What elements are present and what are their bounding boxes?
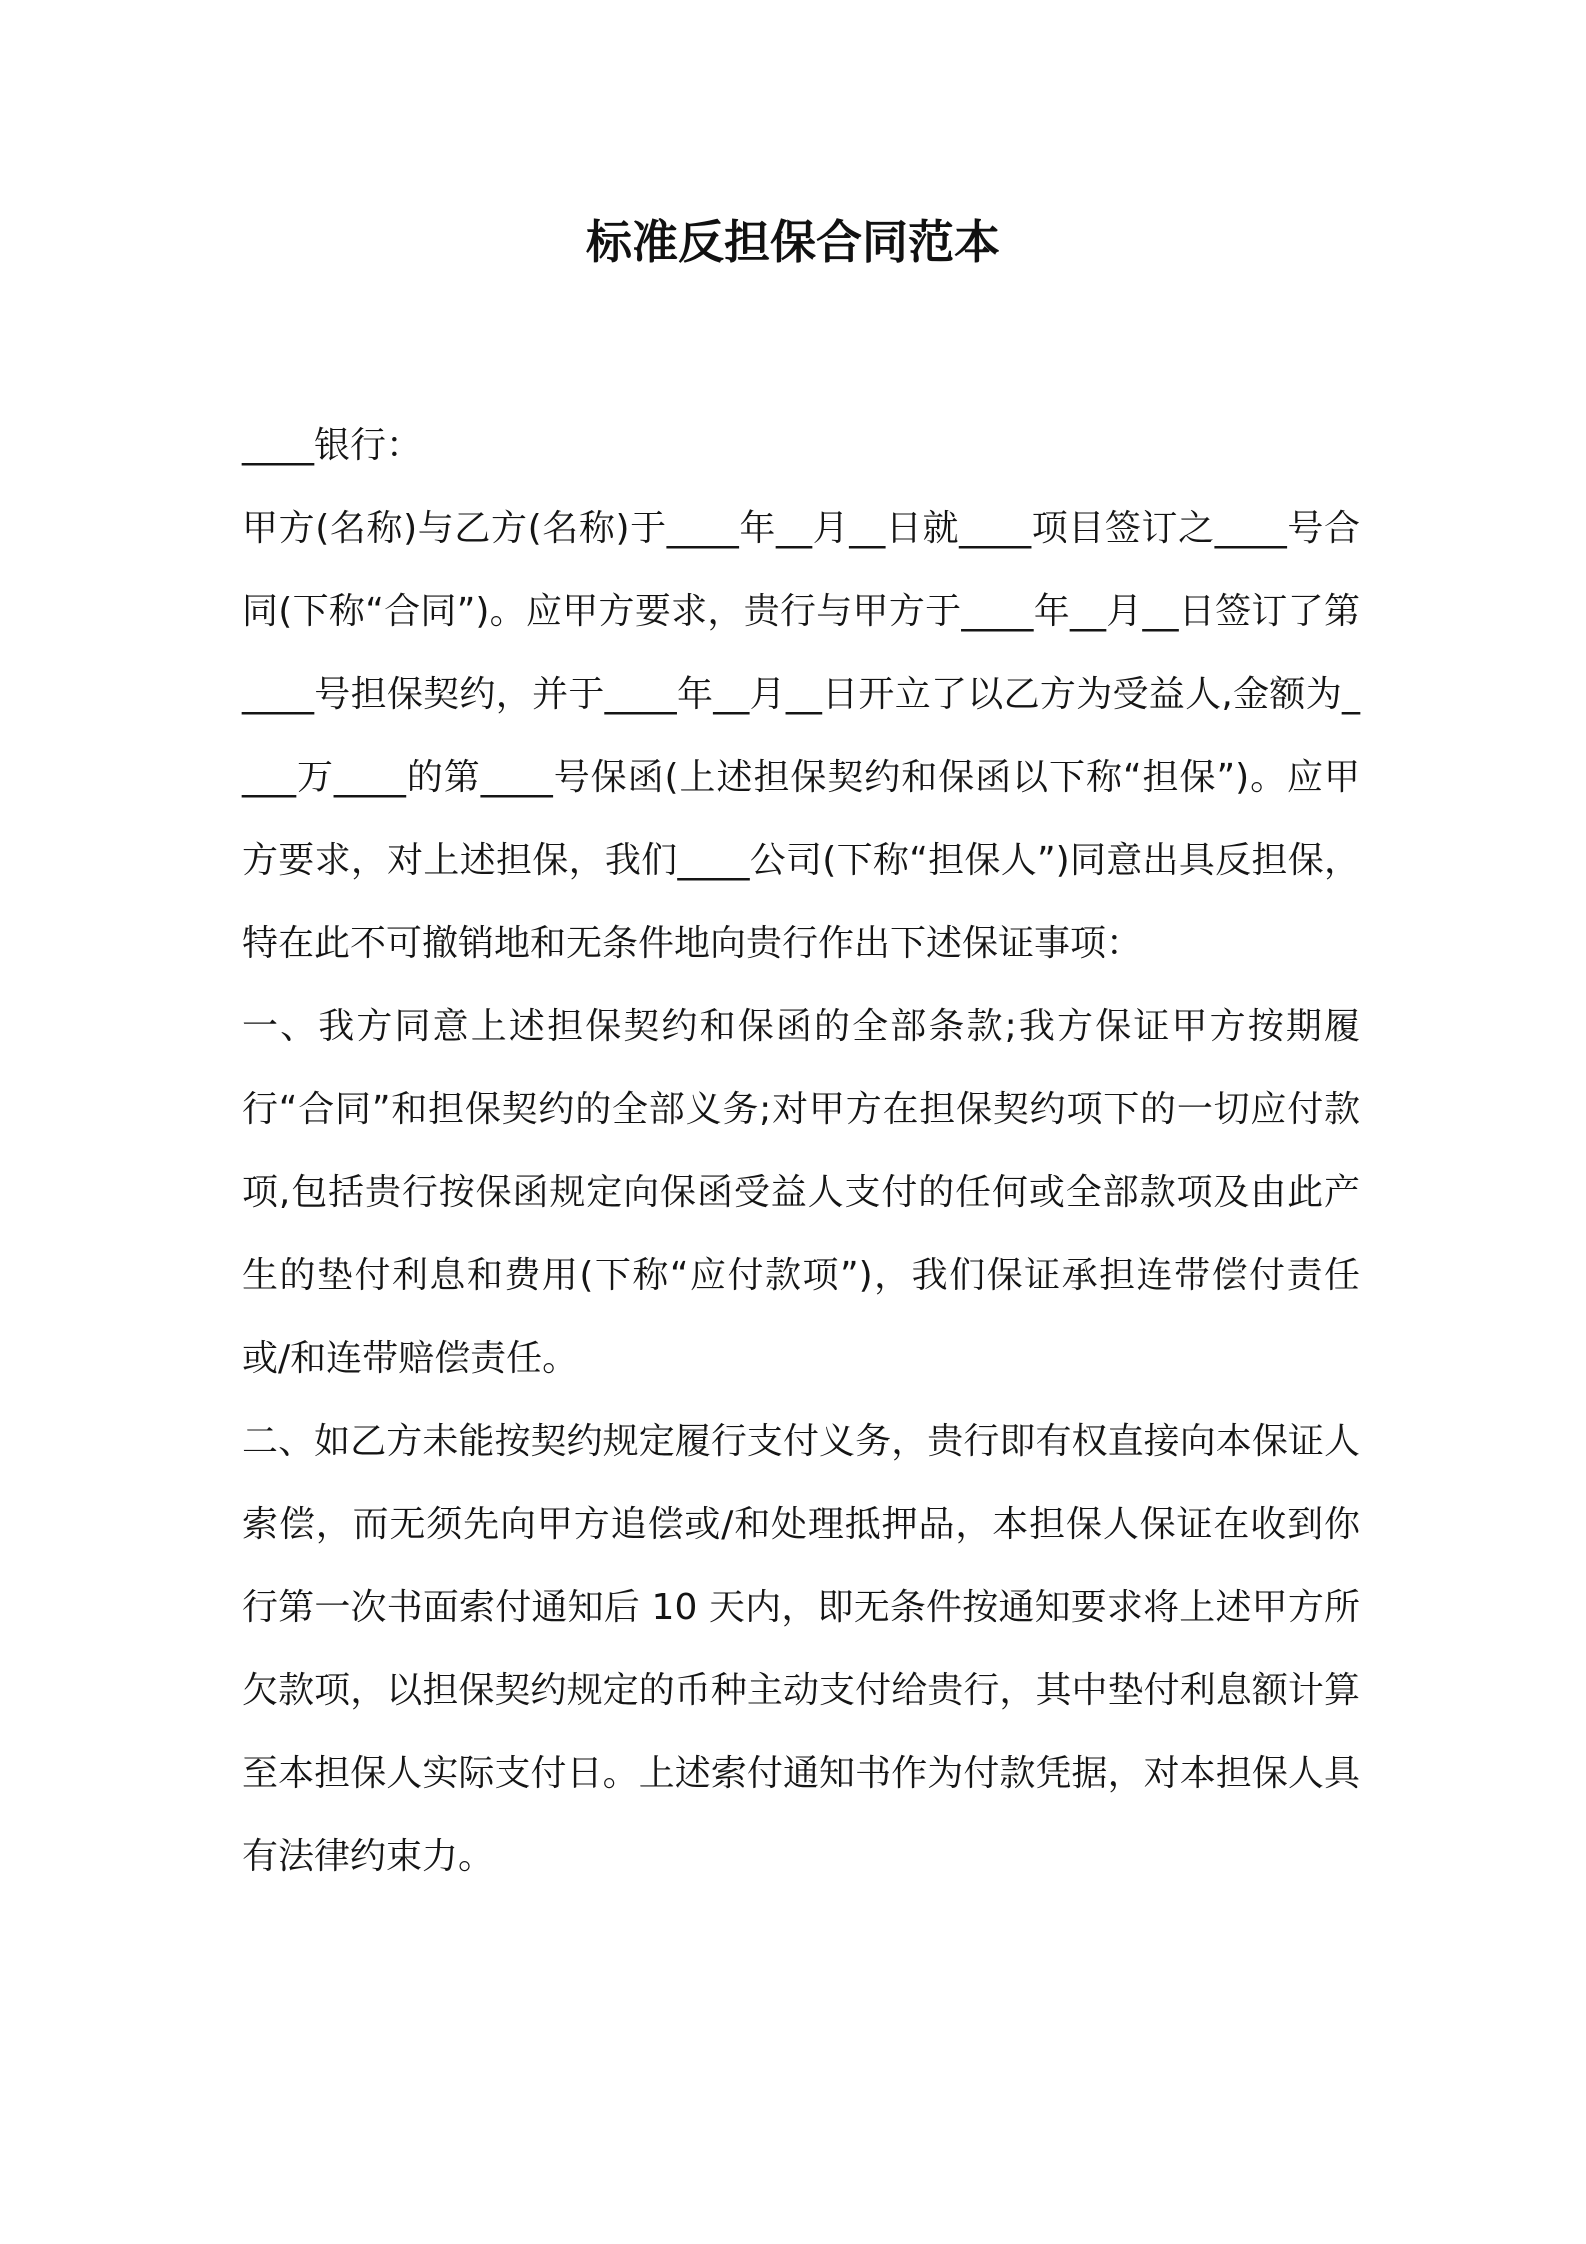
paragraph-intro: 甲方(名称)与乙方(名称)于____年__月__日就____项目签订之____号合同(下称“合同”)。应甲方要求，贵行与甲方于____年__月__日签订了第____号担保契约，并于____年__月__日开立了以乙方为受益人,金额为____万____的第____号保函(上述担保契约和保函以下称“担保”)。应甲方要求，对上述担保，我们____公司(下称“担保人”)同意出具反担保，特在此不可撤销地和无条件地向贵行作出下述保证事项：	[242, 508, 1360, 964]
salutation: ____银行：	[242, 425, 423, 466]
document-title: 标准反担保合同范本	[586, 215, 1000, 269]
paragraph-clause-2: 二、如乙方未能按契约规定履行支付义务，贵行即有权直接向本保证人索偿，而无须先向甲方追偿或/和处理抵押品，本担保人保证在收到你行第一次书面索付通知后 10 天内，即无条件按通知要求将上述甲方所欠款项，以担保契约规定的币种主动支付给贵行，其中垫付利息额计算至本担保人实际支付日。上述索付通知书作为付款凭据，对本担保人具有法律约束力。	[242, 1421, 1360, 1877]
paragraph-clause-1: 一、我方同意上述担保契约和保函的全部条款;我方保证甲方按期履行“合同”和担保契约的全部义务;对甲方在担保契约项下的一切应付款项,包括贵行按保函规定向保函受益人支付的任何或全部款项及由此产生的垫付利息和费用(下称“应付款项”)，我们保证承担连带偿付责任或/和连带赔偿责任。	[242, 1006, 1360, 1379]
document-body	[242, 404, 1360, 1898]
